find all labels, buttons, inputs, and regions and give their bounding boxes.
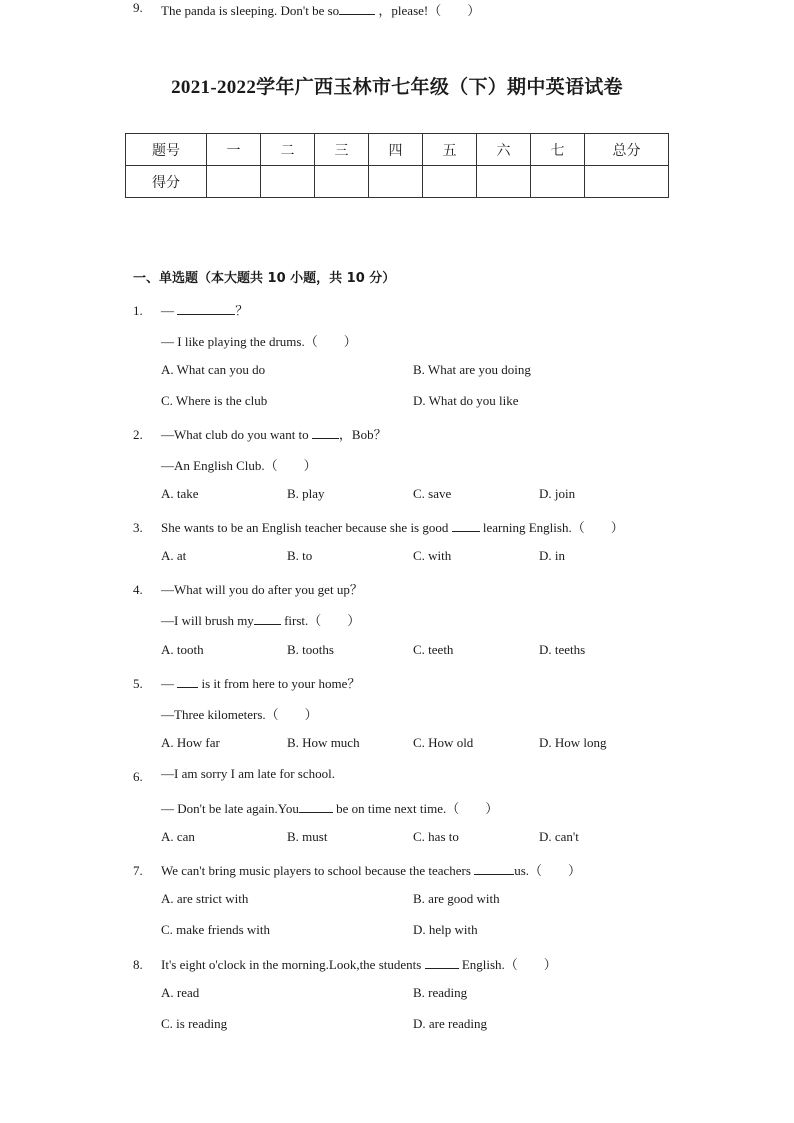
stem-text: is it from here to your home？ [198,676,361,691]
stem-text: It's eight o'clock in the morning.Look,the students [161,957,425,972]
score-header-cell: 六 [477,134,531,166]
score-header-cell: 七 [531,134,585,166]
answer-option: D. What do you like [413,393,519,408]
score-header-cell: 四 [369,134,423,166]
question-number: 4. [133,582,143,597]
answer-option: A. take [161,486,199,501]
answer-option: B. tooths [287,642,334,657]
score-row-label: 得分 [126,166,207,198]
stem-text: We can't bring music players to school because the teachers [161,863,475,878]
answer-option: A. are strict with [161,891,249,906]
answer-option: D. are reading [413,1016,487,1031]
answer-option: B. What are you doing [413,362,531,377]
answer-option: A. What can you do [161,362,266,377]
score-header-cell: 五 [423,134,477,166]
answer-option: A. read [161,985,200,1000]
question-number: 2. [133,427,143,442]
stem-text: The panda is sleeping. Don't be so [161,3,340,18]
answer-option: D. help with [413,922,478,937]
score-cell [585,166,669,198]
question-number: 9. [133,0,143,15]
question-stem-line [161,798,498,817]
score-header-cell: 一 [207,134,261,166]
score-cell [423,166,477,198]
stem-text: us.（ ） [514,863,581,878]
stem-text: first.（ ） [280,613,361,628]
answer-option: A. at [161,548,187,563]
question-stem-line [161,517,624,536]
stem-text: English.（ ） [458,957,557,972]
answer-option: B. to [287,548,313,563]
answer-option: A. tooth [161,642,204,657]
answer-option: C. save [413,486,452,501]
answer-option: C. teeth [413,642,454,657]
question-number: 3. [133,520,143,535]
stem-text: — Don't be late again.You [161,801,299,816]
answer-blank [299,799,333,813]
answer-option: C. Where is the club [161,393,268,408]
answer-option: B. are good with [413,891,500,906]
score-cell [207,166,261,198]
stem-text: ，Bob？ [338,427,387,442]
score-header-cell: 三 [315,134,369,166]
question-number: 6. [133,769,143,784]
question-stem-line: —What will you do after you get up？ [161,582,363,597]
answer-option: B. must [287,829,328,844]
stem-text: —I will brush my [161,613,254,628]
question-number: 8. [133,957,143,972]
question-stem-line [161,954,557,973]
score-header-cell: 总分 [585,134,669,166]
answer-blank [425,955,459,969]
question-stem-line: —I am sorry I am late for school. [161,766,336,781]
answer-option: D. in [539,548,565,563]
score-table-header-row [126,134,669,166]
exam-title: 2021-2022学年广西玉林市七年级（下）期中英语试卷 [171,77,623,98]
score-cell [261,166,315,198]
stem-text: She wants to be an English teacher because she is good [161,520,452,535]
score-header-cell: 二 [261,134,315,166]
answer-option: B. play [287,486,325,501]
question-stem-line [161,424,387,443]
answer-option: D. join [539,486,576,501]
answer-option: C. has to [413,829,459,844]
answer-option: B. reading [413,985,468,1000]
score-table [125,133,669,198]
answer-blank [312,425,339,439]
stem-text: learning English.（ ） [479,520,624,535]
question-stem-line: —Three kilometers.（ ） [161,707,318,722]
question-stem-line: —An English Club.（ ） [161,458,317,473]
score-cell [477,166,531,198]
question-stem-line: — I like playing the drums.（ ） [161,334,357,349]
score-table-score-row [126,166,669,198]
score-cell [369,166,423,198]
answer-option: A. can [161,829,195,844]
answer-blank [254,611,281,625]
answer-option: B. How much [287,735,360,750]
score-cell [531,166,585,198]
answer-option: C. with [413,548,452,563]
question-number: 5. [133,676,143,691]
section-title: 一、单选题（本大题共 10 小题，共 10 分） [133,271,396,286]
question-stem-line [161,0,480,19]
answer-blank [177,301,235,315]
stem-text: be on time next time.（ ） [332,801,499,816]
answer-option: D. can't [539,829,579,844]
answer-blank [177,674,198,688]
answer-blank [339,1,375,15]
question-stem-line [161,610,360,629]
question-stem-line [161,300,248,319]
score-cell [315,166,369,198]
stem-text: —What club do you want to [161,427,312,442]
answer-blank [452,518,480,532]
question-stem-line [161,860,581,879]
stem-text: ，please!（ ） [375,3,481,18]
answer-option: C. How old [413,735,474,750]
stem-text: — [161,676,178,691]
answer-option: D. teeths [539,642,586,657]
stem-text: — [161,303,178,318]
answer-option: D. How long [539,735,607,750]
question-number: 7. [133,863,143,878]
answer-blank [474,861,514,875]
answer-option: A. How far [161,735,220,750]
answer-option: C. make friends with [161,922,271,937]
question-stem-line [161,673,360,692]
answer-option: C. is reading [161,1016,228,1031]
question-number: 1. [133,303,143,318]
score-header-cell: 题号 [126,134,207,166]
stem-text: ？ [235,303,249,318]
